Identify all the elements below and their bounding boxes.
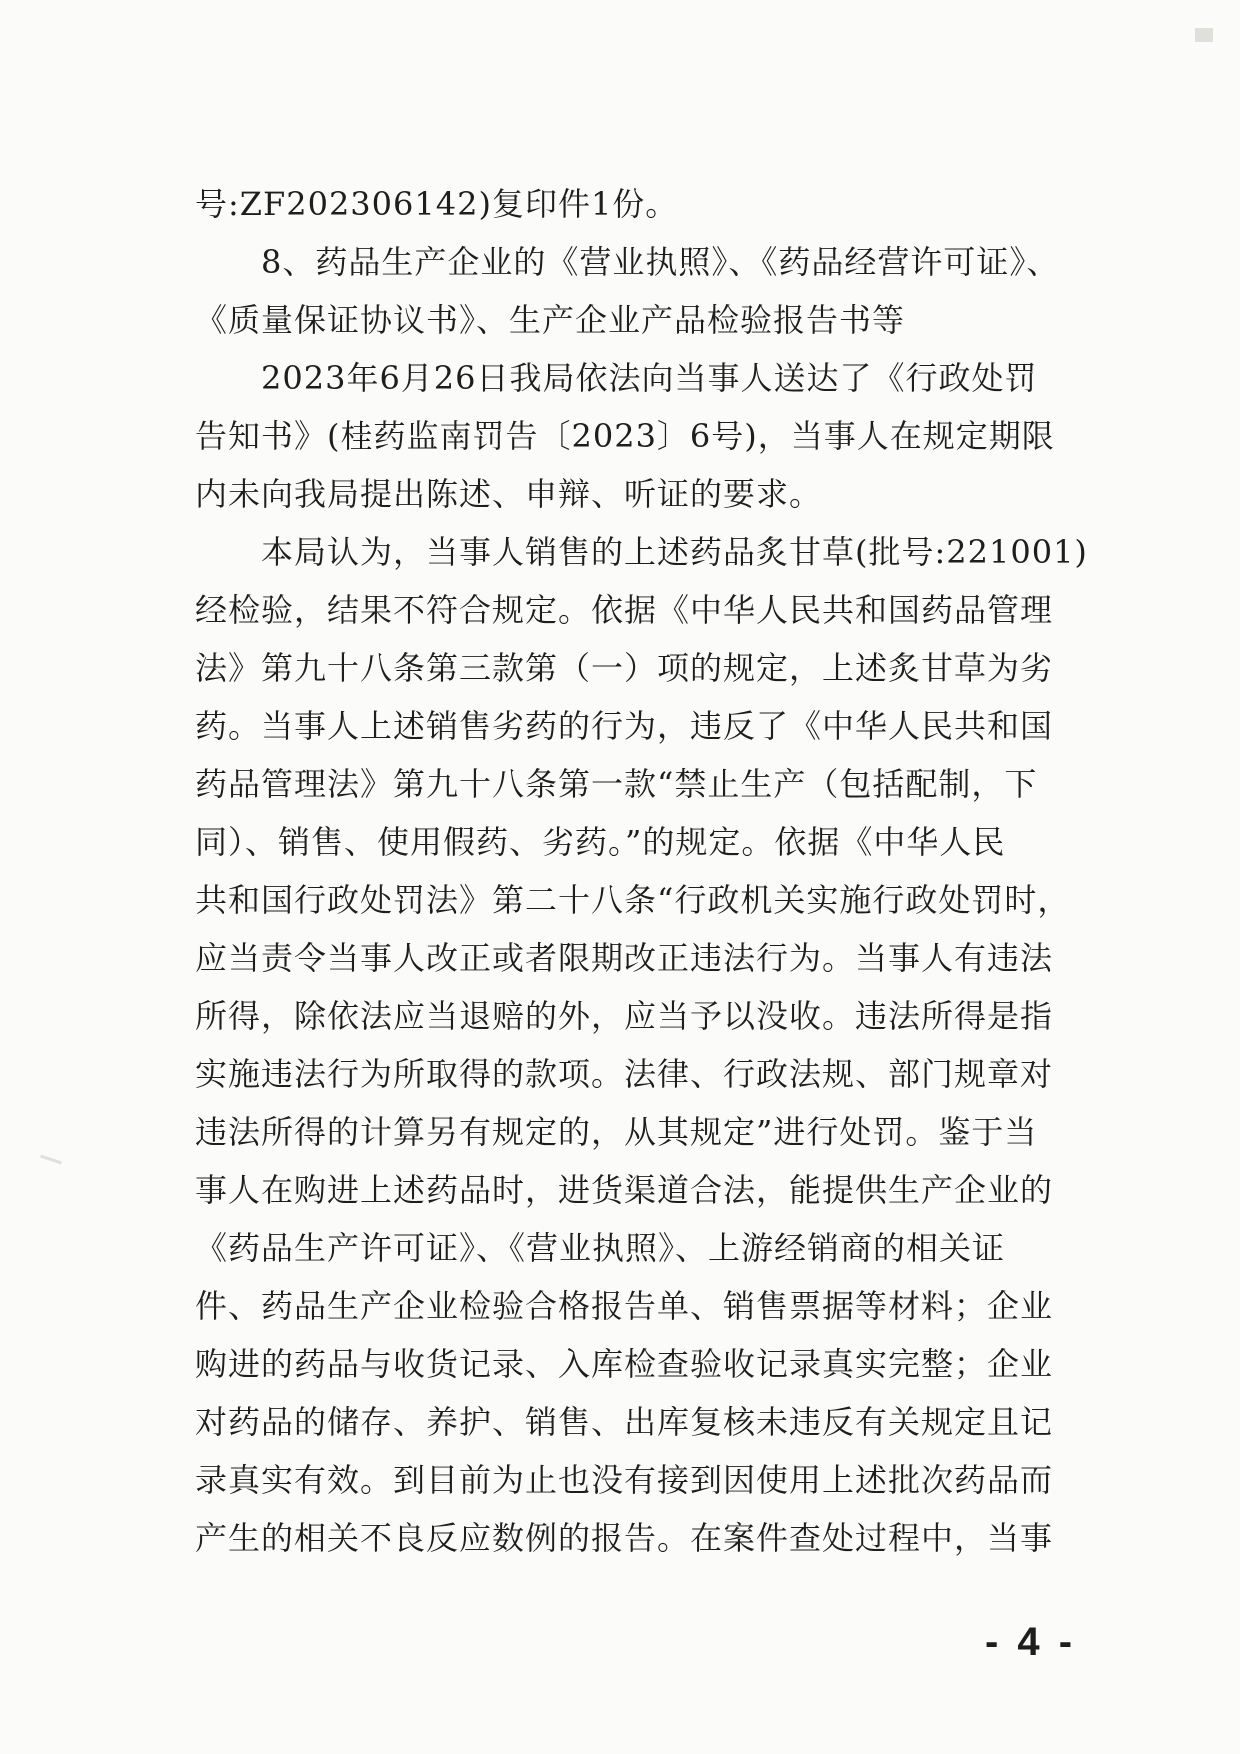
text-line: 告知书》(桂药监南罚告〔2023〕6号)，当事人在规定期限 — [195, 417, 1055, 455]
text-line: 8、药品生产企业的《营业执照》、《药品经营许可证》、 — [195, 243, 1060, 281]
text-line: 号:ZF202306142)复印件1份。 — [195, 185, 679, 223]
text-line: 实施违法行为所取得的款项。法律、行政法规、部门规章对 — [195, 1055, 1054, 1093]
text-line: 产生的相关不良反应数例的报告。在案件查处过程中，当事 — [195, 1519, 1054, 1557]
text-line: 违法所得的计算另有规定的，从其规定”进行处罚。鉴于当 — [195, 1113, 1038, 1151]
page-number: - 4 - — [985, 1620, 1077, 1664]
text-line: 2023年6月26日我局依法向当事人送达了《行政处罚 — [195, 359, 1038, 397]
text-line: 事人在购进上述药品时，进货渠道合法，能提供生产企业的 — [195, 1171, 1054, 1209]
document-body — [195, 175, 1088, 1567]
text-line: 法》第九十八条第三款第（一）项的规定，上述炙甘草为劣 — [195, 649, 1054, 687]
text-line: 对药品的储存、养护、销售、出库复核未违反有关规定且记 — [195, 1403, 1054, 1441]
text-line: 药品管理法》第九十八条第一款“禁止生产（包括配制，下 — [195, 765, 1038, 803]
text-line: 药。当事人上述销售劣药的行为，违反了《中华人民共和国 — [195, 707, 1054, 745]
text-line: 应当责令当事人改正或者限期改正违法行为。当事人有违法 — [195, 939, 1054, 977]
text-line: 所得，除依法应当退赔的外，应当予以没收。违法所得是指 — [195, 997, 1054, 1035]
text-line: 录真实有效。到目前为止也没有接到因使用上述批次药品而 — [195, 1461, 1054, 1499]
scan-speck — [1195, 28, 1213, 42]
text-line: 《药品生产许可证》、《营业执照》、上游经销商的相关证 — [195, 1229, 1006, 1267]
text-line: 同）、销售、使用假药、劣药。”的规定。依据《中华人民 — [195, 823, 1006, 861]
text-line: 购进的药品与收货记录、入库检查验收记录真实完整；企业 — [195, 1345, 1054, 1383]
text-line: 本局认为，当事人销售的上述药品炙甘草(批号:221001) — [195, 533, 1088, 571]
scan-speck — [40, 1155, 62, 1165]
text-line: 经检验，结果不符合规定。依据《中华人民共和国药品管理 — [195, 591, 1054, 629]
text-line: 共和国行政处罚法》第二十八条“行政机关实施行政处罚时， — [195, 881, 1071, 919]
text-line: 《质量保证协议书》、生产企业产品检验报告书等 — [195, 301, 906, 339]
text-line: 件、药品生产企业检验合格报告单、销售票据等材料；企业 — [195, 1287, 1054, 1325]
text-line: 内未向我局提出陈述、申辩、听证的要求。 — [195, 475, 823, 513]
